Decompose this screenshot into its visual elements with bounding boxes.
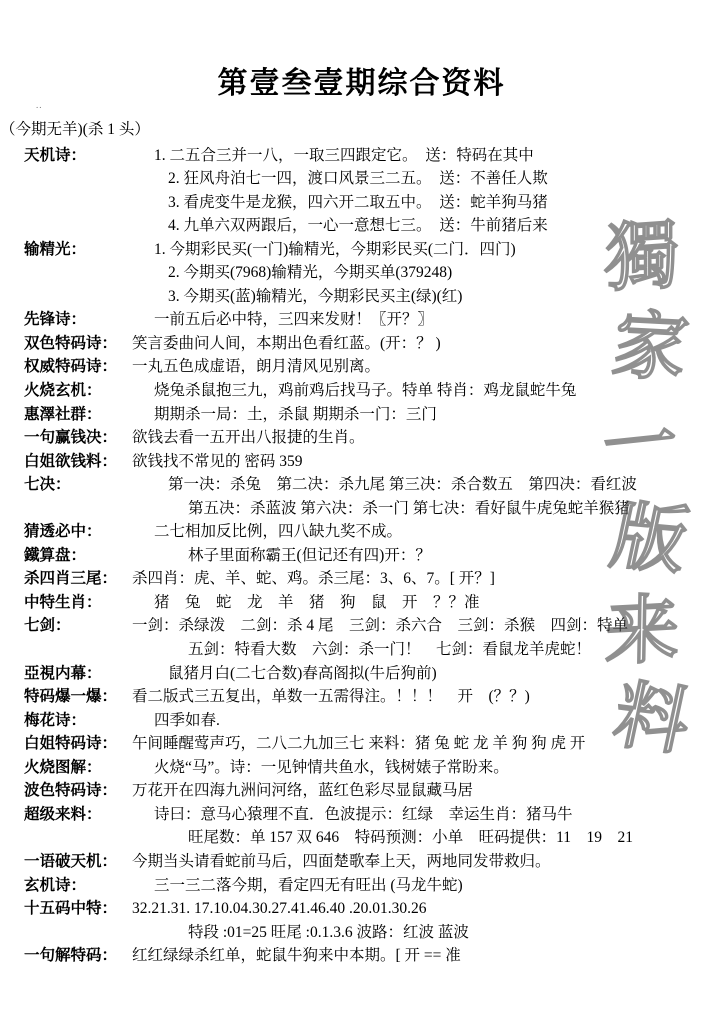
section-caitoubizhong xyxy=(0,520,723,544)
section-qijue-line-2 xyxy=(0,497,723,521)
section-value: 火烧“马”。诗：一见钟情共鱼水，钱树婊子常盼来。 xyxy=(154,758,509,776)
section-label: 白姐特码诗： xyxy=(24,735,118,753)
section-label: 七剑： xyxy=(24,617,71,635)
section-shujingguang-line-2 xyxy=(0,261,723,285)
section-qijian-line-2 xyxy=(0,638,723,662)
section-value: 2. 狂风舟泊七一四，渡口风景三二五。 送：不善任人欺 xyxy=(168,170,548,188)
section-label: 波色特码诗： xyxy=(24,782,118,800)
section-label: 鐵算盘： xyxy=(24,546,87,564)
section-yijujietema xyxy=(0,944,723,968)
section-value: 四季如春. xyxy=(154,711,220,729)
section-xianfengshi xyxy=(0,308,723,332)
section-value: 午间睡醒莺声巧，二八二九加三七 来料：猪 兔 蛇 龙 羊 狗 狗 虎 开 xyxy=(132,735,586,753)
section-baijieyuqianliao xyxy=(0,450,723,474)
section-shujingguang-line-1 xyxy=(0,238,723,262)
section-label: 中特生肖： xyxy=(24,593,102,611)
page-title: 第壹叁壹期综合资料 xyxy=(217,66,506,101)
section-yiyuputianji xyxy=(0,850,723,874)
section-value: 鼠猪月白(二七合数)春高阁拟(牛后狗前) xyxy=(168,664,437,682)
section-label: 杀四肖三尾： xyxy=(24,570,118,588)
section-value: 五剑：特看大数 六剑：杀一门！ 七剑：看鼠龙羊虎蛇！ xyxy=(188,641,592,659)
section-value: 三一三二落今期，看定四无有旺出 (马龙牛蛇) xyxy=(154,876,463,894)
section-label: 亞視内幕： xyxy=(24,664,102,682)
section-baijietemashi xyxy=(0,732,723,756)
section-value: 杀四肖：虎、羊、蛇、鸡。杀三尾：3、6、7。[ 开？] xyxy=(132,570,495,588)
document-body xyxy=(0,118,723,968)
section-qijian-line-1 xyxy=(0,614,723,638)
section-value: 林子里面称霸王(但记还有四)开：？ xyxy=(188,546,431,564)
section-value: 特段 :01=25 旺尾 :0.1.3.6 波路：红波 蓝波 xyxy=(188,923,469,941)
section-label: 一句解特码： xyxy=(24,947,118,965)
section-value: 笑言委曲问人间，本期出色看红蓝。(开：？ ) xyxy=(132,334,441,352)
section-label: 一句赢钱决： xyxy=(24,429,118,447)
section-value: 一前五后必中特，三四来发财！〖开？〗 xyxy=(154,311,434,329)
section-zhongteshengxiao xyxy=(0,591,723,615)
section-label: 天机诗： xyxy=(24,146,87,164)
section-value: 万花开在四海九洲问河络，蓝红色彩尽显鼠藏马居 xyxy=(132,782,474,800)
section-value: 二七相加反比例，四八缺九奖不成。 xyxy=(154,523,403,541)
section-yijuyingqianjue xyxy=(0,426,723,450)
section-value: 欲钱找不常见的 密码 359 xyxy=(132,452,303,470)
watermark-char-5: 来 xyxy=(604,585,680,677)
section-tianjishi-line-1 xyxy=(0,144,723,168)
section-value: 烧兔杀鼠抱三九，鸡前鸡后找马子。特单 特肖：鸡龙鼠蛇牛兔 xyxy=(154,382,577,400)
section-tianjishi-line-3 xyxy=(0,191,723,215)
watermark-char-1: 獨 xyxy=(605,211,679,303)
section-shasixiaosanwei xyxy=(0,567,723,591)
section-qijue-line-1 xyxy=(0,473,723,497)
section-value: 1. 今期彩民买(一门)输精光，今期彩民买(二门．四门) xyxy=(154,240,516,258)
section-label: 十五码中特： xyxy=(24,900,118,918)
section-value: 4. 九单六双两跟后，一心一意想七三。 送：牛前猪后来 xyxy=(168,217,548,235)
section-value: 3. 看虎变牛是龙猴，四六开二取五中。 送：蛇羊狗马猪 xyxy=(168,193,548,211)
section-value: 一剑：杀绿泼 二剑：杀 4 尾 三剑：杀六合 三剑：杀猴 四剑：特单 xyxy=(132,617,629,635)
section-value: 红红绿绿杀红单，蛇鼠牛狗来中本期。[ 开 == 准 xyxy=(132,947,461,965)
section-value: 1. 二五合三并一八，一取三四跟定它。 送：特码在其中 xyxy=(154,146,534,164)
watermark-char-2: 家 xyxy=(606,302,694,392)
section-value: 3. 今期买(蓝)输精光，今期彩民买主(绿)(红) xyxy=(168,287,463,305)
section-huizesheqyun xyxy=(0,403,723,427)
subheader-line xyxy=(0,118,723,142)
section-temabaoyibao xyxy=(0,685,723,709)
section-value: 旺尾数：单 157 双 646 特码预测：小单 旺码提供：11 19 21 xyxy=(188,829,634,847)
section-label: 一语破天机： xyxy=(24,852,118,870)
section-label: 输精光： xyxy=(24,240,87,258)
section-label: 梅花诗： xyxy=(24,711,87,729)
section-value: 今期当头请看蛇前马后，四面楚歌奉上天，两地同发带救归。 xyxy=(132,852,551,870)
watermark-char-6: 料 xyxy=(606,672,698,766)
section-label: 白姐欲钱料： xyxy=(24,452,118,470)
section-label: 先锋诗： xyxy=(24,311,87,329)
section-label: 双色特码诗： xyxy=(24,334,118,352)
section-shujingguang-line-3 xyxy=(0,285,723,309)
section-value: 第五决：杀蓝波 第六决：杀一门 第七决：看好鼠牛虎兔蛇羊猴猪 xyxy=(188,499,630,517)
section-value: 期期杀一局：土，杀鼠 期期杀一门：三门 xyxy=(154,405,437,423)
section-label: 玄机诗： xyxy=(24,876,87,894)
section-tianjishi-line-2 xyxy=(0,167,723,191)
section-value: 第一决：杀兔 第二决：杀九尾 第三决：杀合数五 第四决：看红波 xyxy=(168,476,637,494)
section-huoshaotujie xyxy=(0,756,723,780)
section-huoshaoxuanji xyxy=(0,379,723,403)
section-tiesuanpan xyxy=(0,544,723,568)
section-value: 欲钱去看一五开出八报捷的生肖。 xyxy=(132,429,365,447)
section-label: 七决： xyxy=(24,476,71,494)
corner-mark: .. xyxy=(36,100,43,110)
watermark-char-3: 一 xyxy=(600,398,680,492)
section-shuangsetemashi xyxy=(0,332,723,356)
section-meihuashi xyxy=(0,709,723,733)
section-label: 惠澤社群： xyxy=(24,405,102,423)
section-value: 一丸五色成虚语，朗月清风见别离。 xyxy=(132,358,381,376)
section-value: 32.21.31. 17.10.04.30.27.41.46.40 .20.01.30.26 xyxy=(132,900,427,918)
section-shiwumazhongte-line-1 xyxy=(0,897,723,921)
section-value: 2. 今期买(7968)输精光，今期买单(379248) xyxy=(168,264,453,282)
section-xuanjishi xyxy=(0,874,723,898)
section-tianjishi-line-4 xyxy=(0,214,723,238)
section-label: 火烧玄机： xyxy=(24,382,102,400)
section-label: 权威特码诗： xyxy=(24,358,118,376)
section-label: 特码爆一爆： xyxy=(24,688,118,706)
section-quanweitemashi xyxy=(0,355,723,379)
section-label: 猜透必中： xyxy=(24,523,102,541)
section-shiwumazhongte-line-2 xyxy=(0,921,723,945)
section-value: 看二版式三五复出，单数一五需得注。！！！ 开 (？？) xyxy=(132,688,530,706)
section-label: 火烧图解： xyxy=(24,758,102,776)
watermark-char-4: 版 xyxy=(604,493,696,585)
section-value: 诗曰：意马心猿理不直．色波提示：红绿 幸运生肖：猪马牛 xyxy=(154,805,573,823)
section-yashineimu xyxy=(0,662,723,686)
section-chaojilailiao-line-2 xyxy=(0,826,723,850)
subheader-text: （今期无羊)(杀 1 头） xyxy=(0,121,150,138)
section-bosetemashi xyxy=(0,779,723,803)
section-label: 超级来料： xyxy=(24,805,102,823)
section-value: 猪 兔 蛇 龙 羊 猪 狗 鼠 开 ？？准 xyxy=(154,593,480,611)
section-chaojilailiao-line-1 xyxy=(0,803,723,827)
